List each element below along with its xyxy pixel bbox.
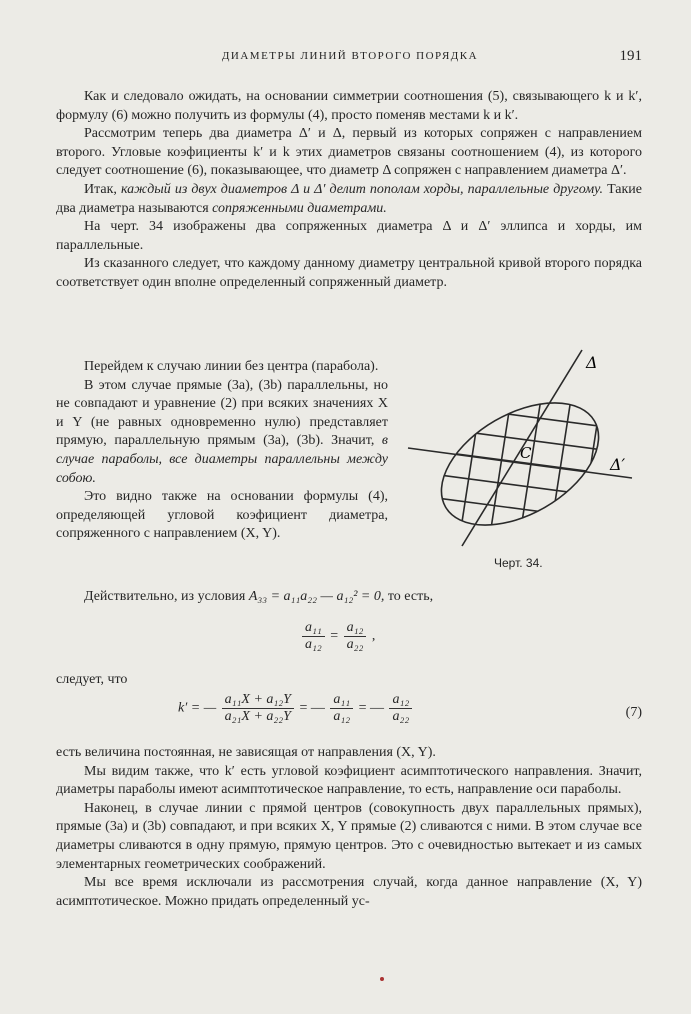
figure-34-ellipse	[400, 340, 650, 590]
equals-sign: =	[330, 628, 339, 644]
print-speck	[380, 977, 384, 981]
page-number: 191	[619, 48, 642, 64]
running-header	[58, 50, 642, 72]
fraction	[344, 620, 367, 653]
text-run: Итак,	[84, 181, 121, 197]
paragraph: Мы видим также, что k′ есть угловой коэфициент асимптотического направления. Значит, диаметры параболы имеют асимптотическое направление, то есть, направление оси параболы.	[56, 763, 642, 798]
numerator: a₁₁X + a₁₂Y	[222, 692, 294, 709]
text-run: В этом случае прямые (3a), (3b) параллельны, но не совпадают и уравнение (2) при всяких значениях X и Y (не равных одновременно нулю) представляет прямую, параллельную прямым (3a), (3b). Значит,	[56, 377, 388, 449]
text-column-left	[56, 358, 388, 544]
condition-line	[84, 589, 433, 605]
text-run: то есть,	[387, 589, 434, 604]
paragraph: Рассмотрим теперь два диаметра Δ′ и Δ, первый из которых сопряжен с направлением второго. Угловые коэфициенты k′ и k этих диаметров связаны соотношением (4), из которого следует соотношение (6), показывающее, что диаметр Δ сопряжен с направлением диаметра Δ′.	[56, 126, 642, 179]
condition-formula: A₃₃ = a₁₁a₂₂ — a₁₂² = 0,	[248, 589, 385, 604]
denominator: a₂₂	[346, 637, 364, 652]
numerator: a₁₂	[344, 620, 367, 637]
paragraph-itak	[56, 181, 642, 218]
paragraph: Из сказанного следует, что каждому данному диаметру центральной кривой второго порядка соответствует один вполне определенный сопряженный диаметр.	[56, 256, 642, 290]
paragraph: Наконец, в случае линии с прямой центров (совокупность двух параллельных прямых), прямые (3a) и (3b) совпадают, и при всяких X, Y прямые (2) сливаются с ними. В этом случае все диаметры сливаются в одну прямую, прямую центров. Это с очевидностью вытекает и из самых элементарных геометрических соображений.	[56, 800, 642, 872]
follows-text: следует, что	[56, 672, 128, 687]
eq7-lhs: k′ = —	[178, 700, 217, 716]
denominator: a₁₂	[333, 709, 351, 724]
fraction	[330, 692, 353, 725]
numerator: a₁₂	[389, 692, 412, 709]
ellipse-outline	[421, 378, 620, 551]
proportion-equation	[300, 620, 375, 653]
denominator: a₂₂	[392, 709, 410, 724]
italic-run: в случае параболы, все диаметры параллельны между собою.	[56, 433, 388, 486]
header-title: ДИАМЕТРЫ ЛИНИЙ ВТОРОГО ПОРЯДКА	[221, 50, 479, 62]
fraction	[389, 692, 412, 725]
equation-7	[178, 692, 414, 725]
paragraph: есть величина постоянная, не зависящая от направления (X, Y).	[56, 745, 436, 760]
label-delta: Δ	[586, 353, 598, 372]
paragraph	[56, 377, 388, 489]
equals-sign: = —	[358, 700, 384, 716]
fraction	[222, 692, 294, 725]
paragraph: Как и следовало ожидать, на основании симметрии соотношения (5), связывающего k и k′, формулу (6) можно получить из формулы (4), просто поменяв местами k и k′.	[56, 89, 642, 123]
paragraph: На черт. 34 изображены два сопряженных диаметра Δ и Δ′ эллипса и хорды, им параллельные.	[56, 219, 642, 253]
label-delta-prime: Δ′	[610, 455, 626, 474]
fraction	[302, 620, 325, 653]
paragraph: Это видно также на основании формулы (4), определяющей угловой коэфициент диаметра, сопряженного с направлением (X, Y).	[56, 489, 388, 542]
numerator: a₁₁	[302, 620, 325, 637]
paragraph: Мы все время исключали из рассмотрения случай, когда данное направление (X, Y) асимптотическое. Можно придать определенный ус-	[56, 875, 642, 909]
chords-group	[400, 340, 644, 590]
text-run: Такие два диаметра называются	[56, 181, 642, 216]
equation-number: (7)	[625, 705, 642, 720]
text-block-top	[56, 88, 642, 293]
denominator: a₂₁X + a₂₂Y	[224, 709, 291, 724]
italic-run: каждый из двух диаметров Δ и Δ′ делит пополам хорды, параллельные другому.	[120, 181, 604, 197]
label-center: C	[520, 444, 532, 462]
denominator: a₁₂	[305, 637, 322, 652]
figure-caption: Черт. 34.	[494, 556, 543, 570]
comma: ,	[371, 628, 376, 644]
paragraph: Перейдем к случаю линии без центра (парабола).	[84, 359, 379, 374]
equals-sign: = —	[299, 700, 325, 716]
numerator: a₁₁	[330, 692, 353, 709]
text-block-bottom	[56, 744, 642, 911]
italic-run: сопряженными диаметрами.	[212, 200, 387, 216]
text-run: Действительно, из условия	[84, 589, 246, 604]
